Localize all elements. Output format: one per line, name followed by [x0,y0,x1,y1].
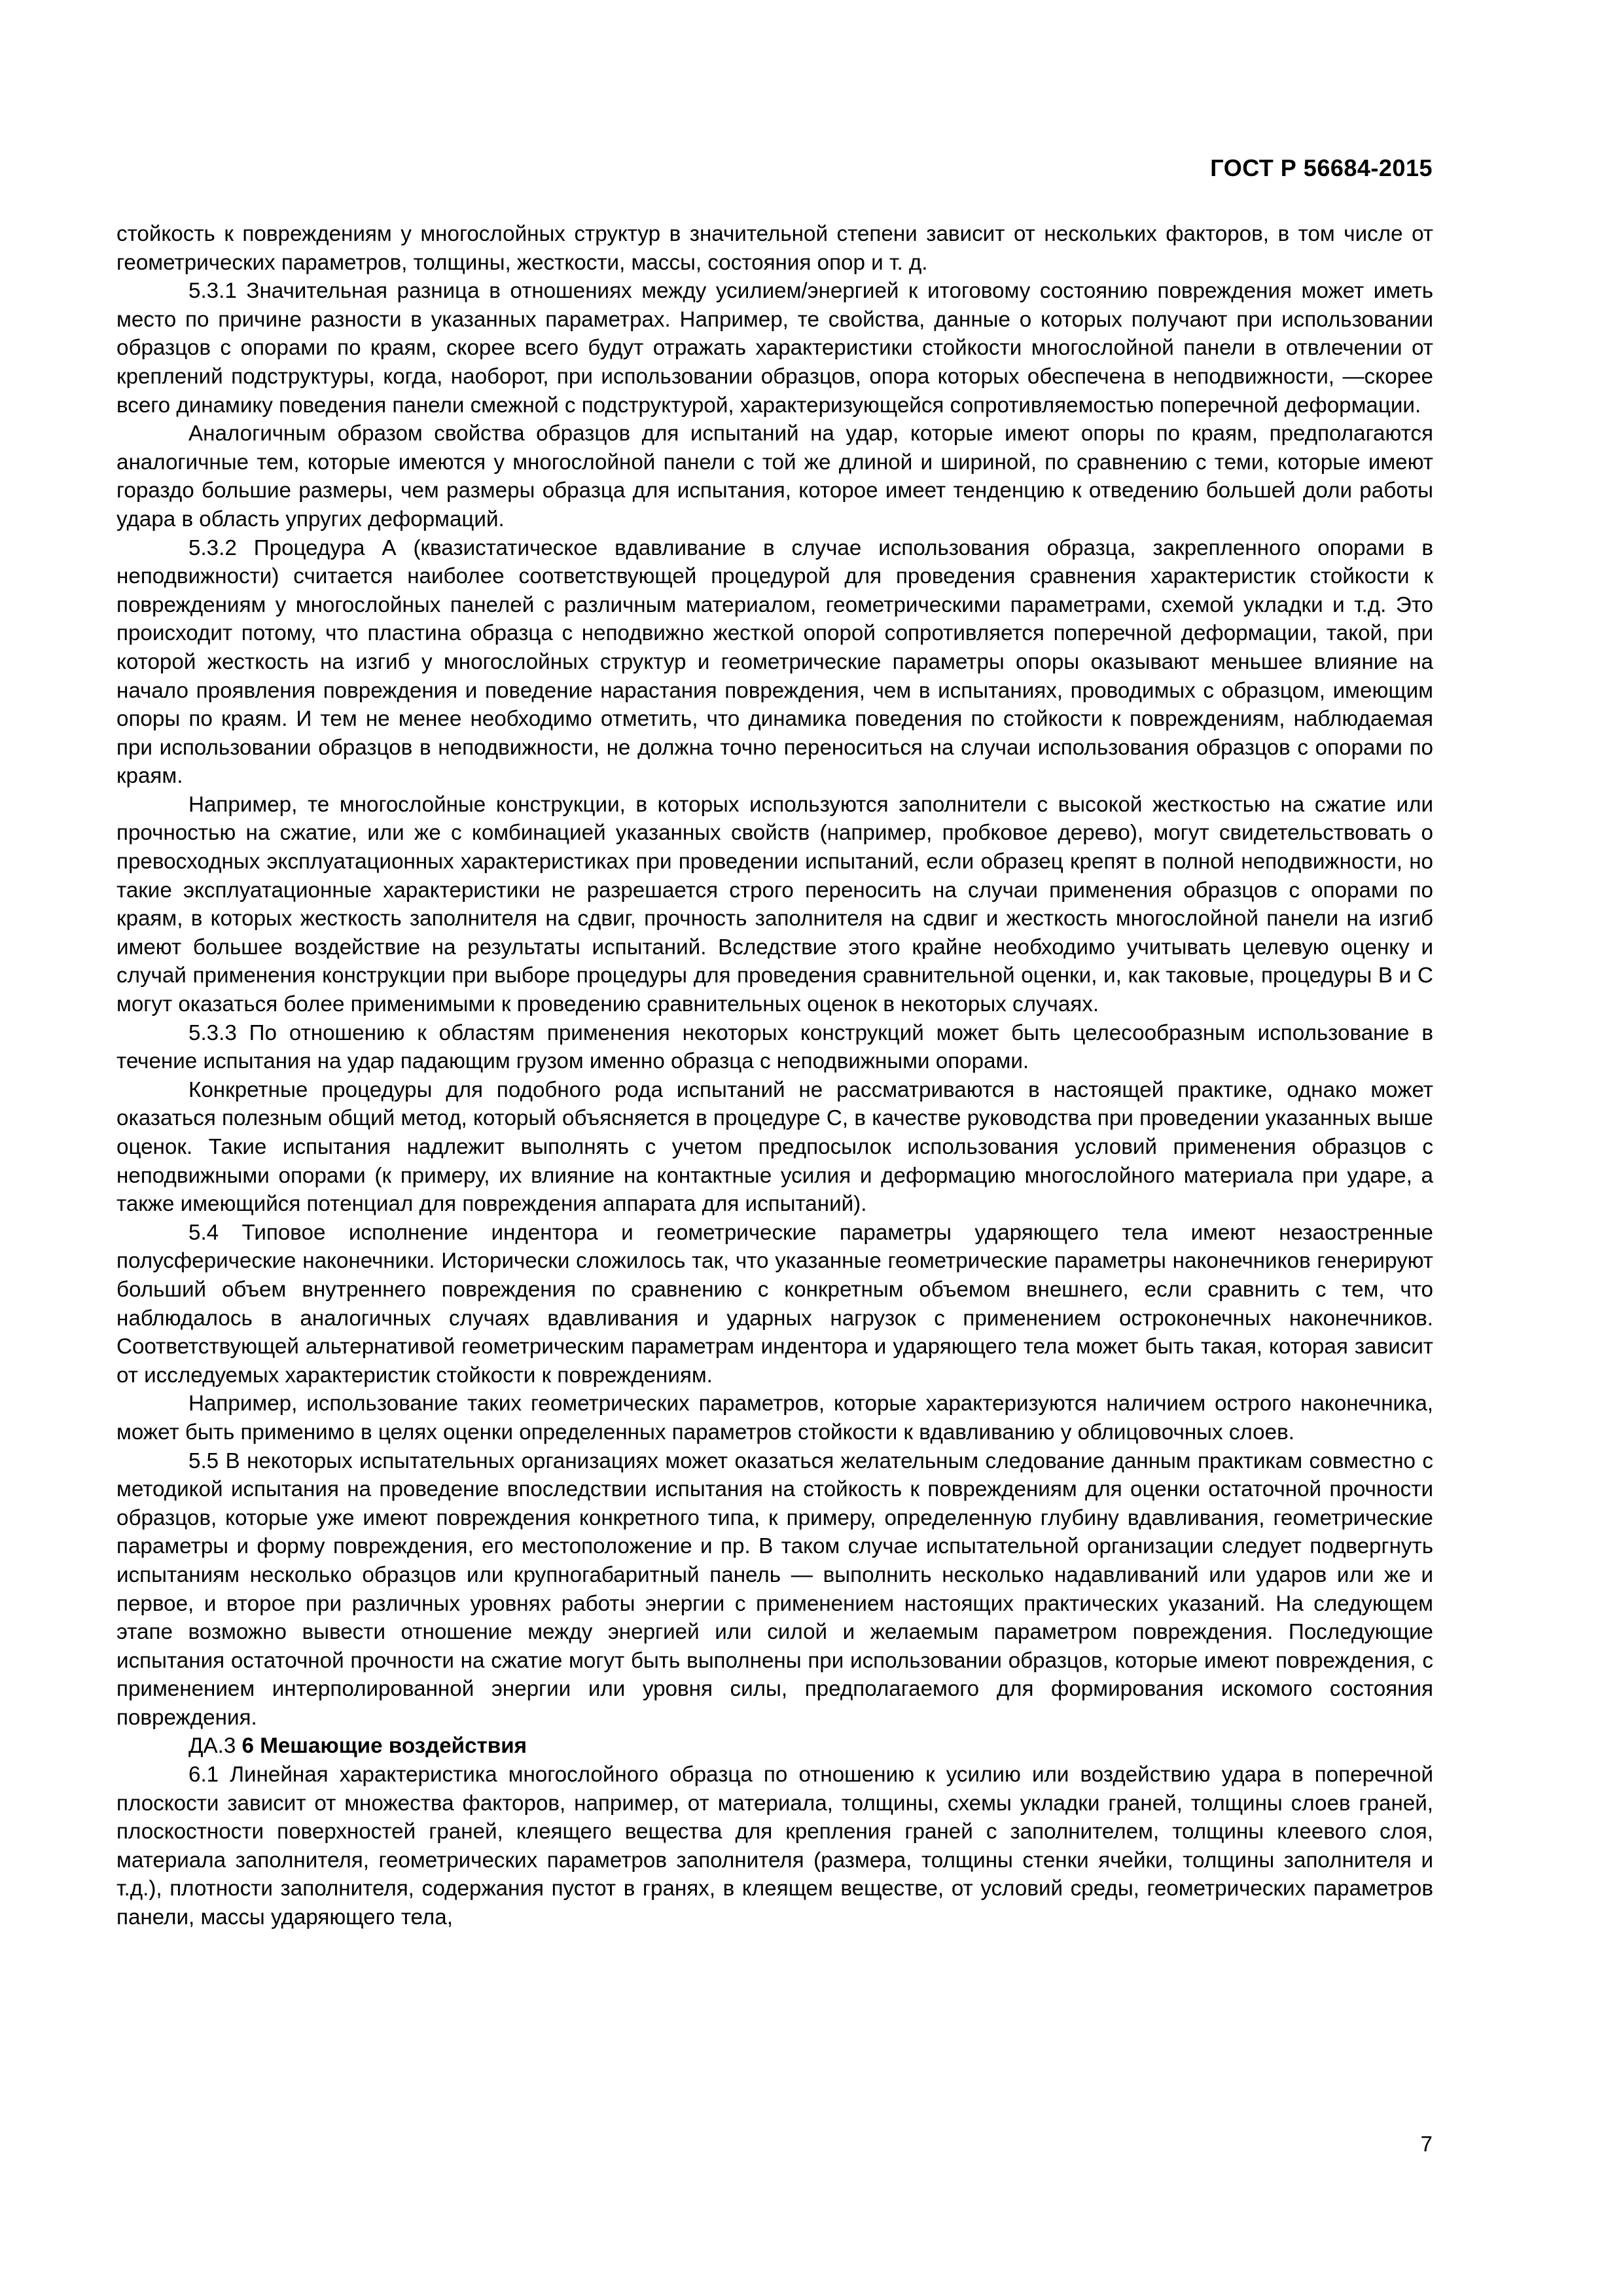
paragraph-continuation: стойкость к повреждениям у многослойных структур в значительной степени зависит от нескольких факторов, в том числе от геометрических параметров, толщины, жесткости, массы, состояния опор и т. д. [116,222,1433,275]
paragraph: Аналогичным образом свойства образцов для испытаний на удар, которые имеют опоры по краям, предполагаются аналогичные тем, которые имеются у многослойной панели с той же длиной и шириной, по сравнению с теми, которые имеют гораздо большие размеры, чем размеры образца для испытания, которое имеет тенденцию к отведению большей доли работы удара в область упругих деформаций. [116,422,1433,531]
paragraph: Например, использование таких геометрических параметров, которые характеризуются наличием острого наконечника, может быть применимо в целях оценки определенных параметров стойкости к вдавливанию у облицовочных слоев. [116,1391,1433,1444]
section-heading-title: 6 Мешающие воздействия [241,1734,527,1759]
paragraph: Конкретные процедуры для подобного рода испытаний не рассматриваются в настоящей практике, однако может оказаться полезным общий метод, который объясняется в процедуре С, в качестве руководства при проведении указанных выше оценок. Такие испытания надлежит выполнять с учетом предпосылок использования условий применения образцов с неподвижными опорами (к примеру, их влияние на контактные усилия и деформацию многослойного материала при ударе, а также имеющийся потенциал для повреждения аппарата для испытаний). [116,1077,1433,1217]
section-heading [116,1732,1433,1761]
standard-designation: ГОСТ Р 56684-2015 [1210,154,1433,181]
section-heading-prefix: ДА.3 [188,1734,236,1759]
paragraph-5-4: 5.4 Типовое исполнение индентора и геометрические параметры ударяющего тела имеют незаостренные полусферические наконечники. Исторически сложилось так, что указанные геометрические параметры наконечников генерируют больший объем внутреннего повреждения по сравнению с конкретным объемом внешнего, если сравнить с тем, что наблюдалось в аналогичных случаях вдавливания и ударных нагрузок с применением остроконечных наконечников. Соответствующей альтернативой геометрическим параметрам индентора и ударяющего тела может быть такая, которая зависит от исследуемых характеристик стойкости к повреждениям. [116,1220,1433,1388]
document-body [116,220,1433,1932]
paragraph-6-1: 6.1 Линейная характеристика многослойного образца по отношению к усилию или воздействию удара в поперечной плоскости зависит от множества факторов, например, от материала, толщины, схемы укладки граней, толщины слоев граней, плоскостности поверхностей граней, клеящего вещества для крепления граней с заполнителем, толщины клеевого слоя, материала заполнителя, геометрических параметров заполнителя (размера, толщины стенки ячейки, толщины заполнителя и т.д.), плотности заполнителя, содержания пустот в гранях, в клеящем веществе, от условий среды, геометрических параметров панели, массы ударяющего тела, [116,1763,1433,1930]
page-number: 7 [1420,2132,1433,2156]
paragraph-5-3-1: 5.3.1 Значительная разница в отношениях между усилием/энергией к итоговому состоянию повреждения может иметь место по причине разности в указанных параметрах. Например, те свойства, данные о которых получают при использовании образцов с опорами по краям, скорее всего будут отражать характеристики стойкости многослойной панели в отвлечении от креплений подструктуры, когда, наоборот, при использовании образцов, опора которых обеспечена в неподвижности, —скорее всего динамику поведения панели смежной с подструктурой, характеризующейся сопротивляемостью поперечной деформации. [116,279,1433,418]
paragraph-5-3-3: 5.3.3 По отношению к областям применения некоторых конструкций может быть целесообразным использование в течение испытания на удар падающим грузом именно образца с неподвижными опорами. [116,1020,1433,1074]
paragraph: Например, те многослойные конструкции, в которых используются заполнители с высокой жесткостью на сжатие или прочностью на сжатие, или же с комбинацией указанных свойств (например, пробковое дерево), могут свидетельствовать о превосходных эксплуатационных характеристиках при проведении испытаний, если образец крепят в полной неподвижности, но такие эксплуатационные характеристики не разрешается строго переносить на случаи применения образцов с опорами по краям, в которых жесткость заполнителя на сдвиг, прочность заполнителя на сдвиг и жесткость многослойной панели на изгиб имеют большее воздействие на результаты испытаний. Вследствие этого крайне необходимо учитывать целевую оценку и случай применения конструкции при выборе процедуры для проведения сравнительной оценки, и, как таковые, процедуры В и С могут оказаться более применимыми к проведению сравнительных оценок в некоторых случаях. [116,792,1433,1017]
paragraph-5-3-2: 5.3.2 Процедура А (квазистатическое вдавливание в случае использования образца, закрепленного опорами в неподвижности) считается наиболее соответствующей процедурой для проведения сравнения характеристик стойкости к повреждениям у многослойных панелей с различным материалом, геометрическими параметрами, схемой укладки и т.д. Это происходит потому, что пластина образца с неподвижно жесткой опорой сопротивляется поперечной деформации, такой, при которой жесткость на изгиб у многослойных структур и геометрические параметры опоры оказывают меньшее влияние на начало проявления повреждения и поведение нарастания повреждения, чем в испытаниях, проводимых с образцом, имеющим опоры по краям. И тем не менее необходимо отметить, что динамика поведения по стойкости к повреждениям, наблюдаемая при использовании образцов в неподвижности, не должна точно переноситься на случаи использования образцов с опорами по краям. [116,535,1433,789]
paragraph-5-5: 5.5 В некоторых испытательных организациях может оказаться желательным следование данным практикам совместно с методикой испытания на проведение впоследствии испытания на стойкость к повреждениям для оценки остаточной прочности образцов, которые уже имеют повреждения конкретного типа, к примеру, определенную глубину вдавливания, геометрические параметры и форму повреждения, его местоположение и пр. В таком случае испытательной организации следует подвергнуть испытаниям несколько образцов или крупногабаритный панель — выполнить несколько надавливаний или ударов или же и первое, и второе при различных уровнях работы энергии с применением настоящих практических указаний. На следующем этапе возможно вывести отношение между энергией или силой и желаемым параметром повреждения. Последующие испытания остаточной прочности на сжатие могут быть выполнены при использовании образцов, которые имеют повреждения, с применением интерполированной энергии или уровня силы, предполагаемого для формирования искомого состояния повреждения. [116,1448,1433,1730]
